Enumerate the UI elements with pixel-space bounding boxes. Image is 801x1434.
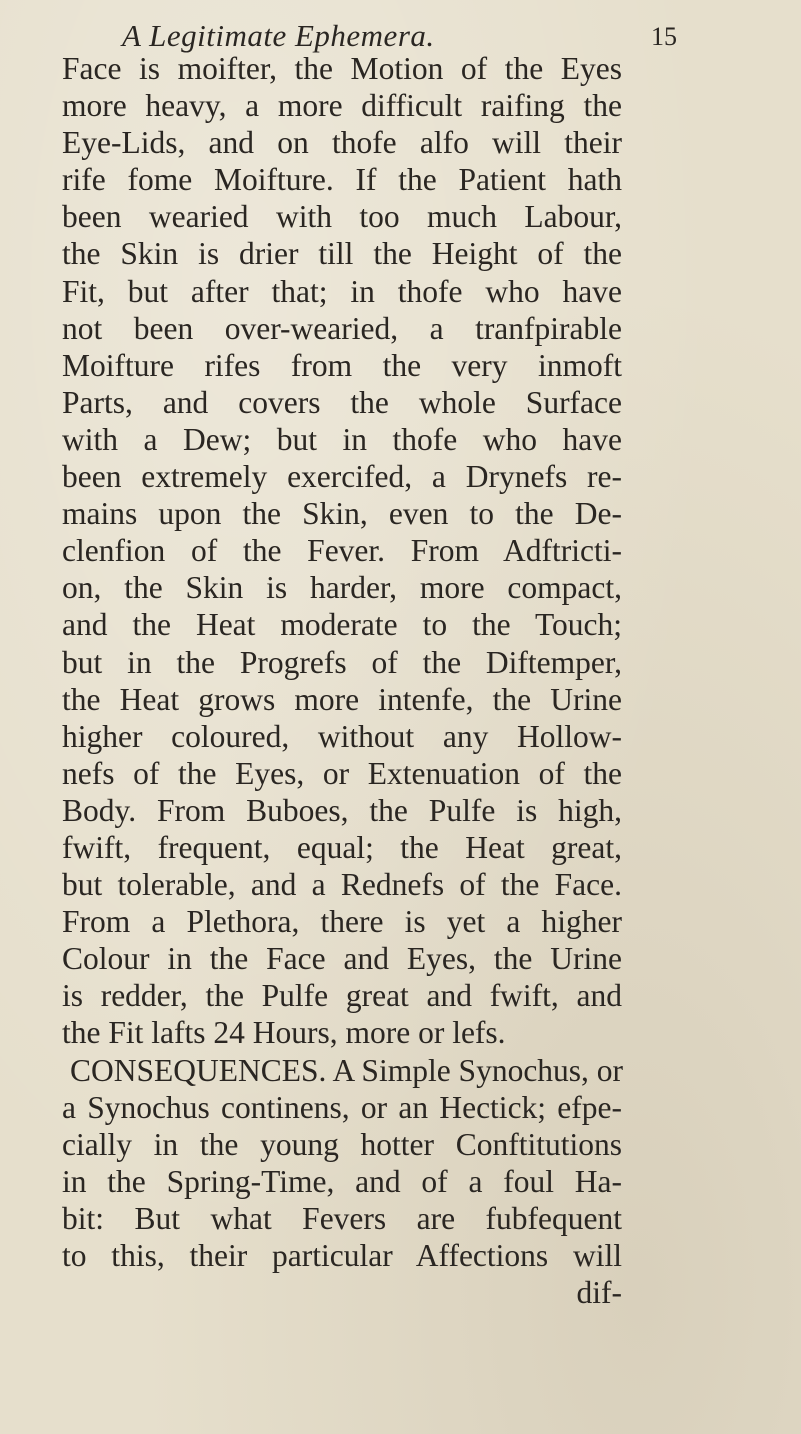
text-line: Eye-Lids, and on thofe alfo will their bbox=[62, 125, 622, 161]
text-line: not been over-wearied, a tranfpirable bbox=[62, 310, 622, 346]
body-text bbox=[62, 50, 622, 1311]
text-line: in the Spring-Time, and of a foul Ha- bbox=[62, 1163, 622, 1199]
text-line: Parts, and covers the whole Surface bbox=[62, 384, 622, 420]
text-line: but tolerable, and a Rednefs of the Face. bbox=[62, 867, 622, 903]
text-line: been extremely exercifed, a Drynefs re- bbox=[62, 459, 622, 495]
text-line: been wearied with too much Labour, bbox=[62, 199, 622, 235]
text-line: to this, their particular Affections will bbox=[62, 1238, 622, 1273]
text-line: nefs of the Eyes, or Extenuation of the bbox=[62, 755, 622, 791]
text-line: rife fome Moifture. If the Patient hath bbox=[62, 162, 622, 198]
text-line: but in the Progrefs of the Diftemper, bbox=[62, 644, 622, 680]
text-line: mains upon the Skin, even to the De- bbox=[62, 496, 622, 532]
text-line: more heavy, a more difficult raifing the bbox=[62, 88, 622, 124]
running-title: A Legitimate Ephemera. bbox=[122, 18, 435, 53]
text-line: Fit, but after that; in thofe who have bbox=[62, 273, 622, 309]
text-line: CONSEQUENCES. A Simple Synochus, or bbox=[70, 1052, 624, 1088]
text-line: on, the Skin is harder, more compact, bbox=[62, 570, 622, 606]
catchword: dif- bbox=[576, 1275, 622, 1311]
text-line: Moifture rifes from the very inmoft bbox=[62, 347, 622, 383]
text-line: the Fit lafts 24 Hours, more or lefs. bbox=[62, 1015, 506, 1051]
text-line: fwift, frequent, equal; the Heat great, bbox=[62, 829, 622, 865]
text-line: higher coloured, without any Hollow- bbox=[62, 718, 622, 754]
page-number: 15 bbox=[651, 22, 677, 51]
text-line: cially in the young hotter Conftitutions bbox=[62, 1126, 622, 1162]
text-line: with a Dew; but in thofe who have bbox=[62, 421, 622, 457]
text-line: a Synochus continens, or an Hectick; efpe- bbox=[62, 1089, 622, 1125]
text-line: bit: But what Fevers are fubfequent bbox=[62, 1200, 622, 1236]
text-line: is redder, the Pulfe great and fwift, and bbox=[62, 978, 622, 1014]
text-line: the Skin is drier till the Height of the bbox=[62, 236, 622, 272]
text-line: and the Heat moderate to the Touch; bbox=[62, 607, 622, 643]
text-line: Colour in the Face and Eyes, the Urine bbox=[62, 941, 622, 977]
text-line: Face is moifter, the Motion of the Eyes bbox=[62, 51, 622, 86]
text-line: the Heat grows more intenfe, the Urine bbox=[62, 681, 622, 717]
text-line: Body. From Buboes, the Pulfe is high, bbox=[62, 792, 622, 828]
text-line: From a Plethora, there is yet a higher bbox=[62, 904, 622, 940]
text-line: clenfion of the Fever. From Adftricti- bbox=[62, 533, 622, 569]
